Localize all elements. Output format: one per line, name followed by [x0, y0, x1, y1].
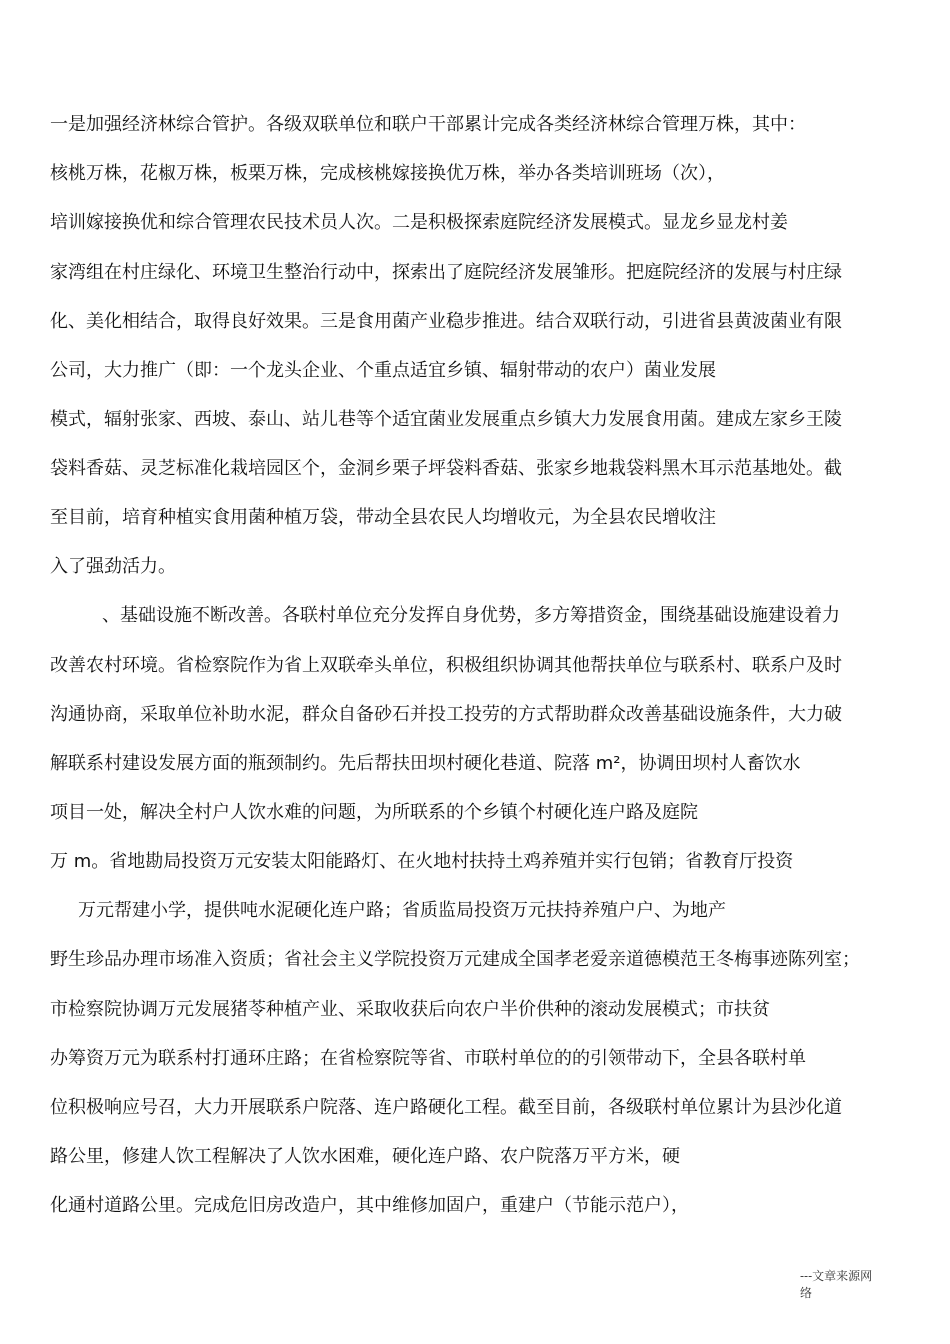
paragraph-indent-line: 、基础设施不断改善。各联村单位充分发挥自身优势，多方筹措资金，围绕基础设施建设着力 [102, 605, 840, 626]
text-line: 核桃万株，花椒万株，板栗万株，完成核桃嫁接换优万株，举办各类培训班场（次）， [50, 163, 725, 184]
text-line: 化、美化相结合，取得良好效果。三是食用菌产业稳步推进。结合双联行动，引进省县黄波菌业有限 [50, 311, 842, 332]
text-line: 化通村道路公里。完成危旧房改造户，其中维修加固户，重建户（节能示范户）， [50, 1195, 689, 1216]
text-line: 路公里，修建人饮工程解决了人饮水困难，硬化连户路、农户院落万平方米，硬 [50, 1146, 680, 1167]
footer-line: ---文章来源网 [800, 1269, 873, 1283]
text-line: 一是加强经济林综合管护。各级双联单位和联户干部累计完成各类经济林综合管理万株，其中： [50, 114, 806, 135]
indented-text-line: 万元帮建小学，提供吨水泥硬化连户路；省质监局投资万元扶持养殖户户、为地产 [78, 900, 726, 921]
text-line: 万 m。省地勘局投资万元安装太阳能路灯、在火地村扶持土鸡养殖并实行包销；省教育厅投资 [50, 851, 794, 872]
text-line: 改善农村环境。省检察院作为省上双联牵头单位，积极组织协调其他帮扶单位与联系村、联系户及时 [50, 655, 842, 676]
text-line: 市检察院协调万元发展猪苓种植产业、采取收获后向农户半价供种的滚动发展模式；市扶贫 [50, 999, 770, 1020]
text-line: 位积极响应号召，大力开展联系户院落、连户路硬化工程。截至目前，各级联村单位累计为县沙化道 [50, 1097, 842, 1118]
text-line: 入了强劲活力。 [50, 556, 176, 577]
text-line: 公司，大力推广（即：一个龙头企业、个重点适宜乡镇、辐射带动的农户）菌业发展 [50, 360, 716, 381]
text-line: 沟通协商，采取单位补助水泥，群众自备砂石并投工投劳的方式帮助群众改善基础设施条件，大力破 [50, 704, 842, 725]
text-line: 模式，辐射张家、西坡、泰山、站儿巷等个适宜菌业发展重点乡镇大力发展食用菌。建成左家乡王陵 [50, 409, 842, 430]
footer-line: 络 [800, 1286, 813, 1300]
text-line: 培训嫁接换优和综合管理农民技术员人次。二是积极探索庭院经济发展模式。显龙乡显龙村姜 [50, 212, 788, 233]
text-line: 袋料香菇、灵芝标准化栽培园区个，金洞乡栗子坪袋料香菇、张家乡地栽袋料黑木耳示范基地处。截 [50, 458, 842, 479]
text-line: 家湾组在村庄绿化、环境卫生整治行动中，探索出了庭院经济发展雏形。把庭院经济的发展与村庄绿 [50, 262, 842, 283]
text-line: 办筹资万元为联系村打通环庄路；在省检察院等省、市联村单位的的引领带动下，全县各联村单 [50, 1048, 806, 1069]
text-line: 至目前，培育种植实食用菌种植万袋，带动全县农民人均增收元，为全县农民增收注 [50, 507, 716, 528]
text-line: 解联系村建设发展方面的瓶颈制约。先后帮扶田坝村硬化巷道、院落 m²，协调田坝村人畜饮水 [50, 753, 801, 774]
text-line: 野生珍品办理市场准入资质；省社会主义学院投资万元建成全国孝老爱亲道德模范王冬梅事迹陈列室； [50, 949, 860, 970]
source-footer [800, 1268, 900, 1302]
text-line: 项目一处，解决全村户人饮水难的问题，为所联系的个乡镇个村硬化连户路及庭院 [50, 802, 698, 823]
